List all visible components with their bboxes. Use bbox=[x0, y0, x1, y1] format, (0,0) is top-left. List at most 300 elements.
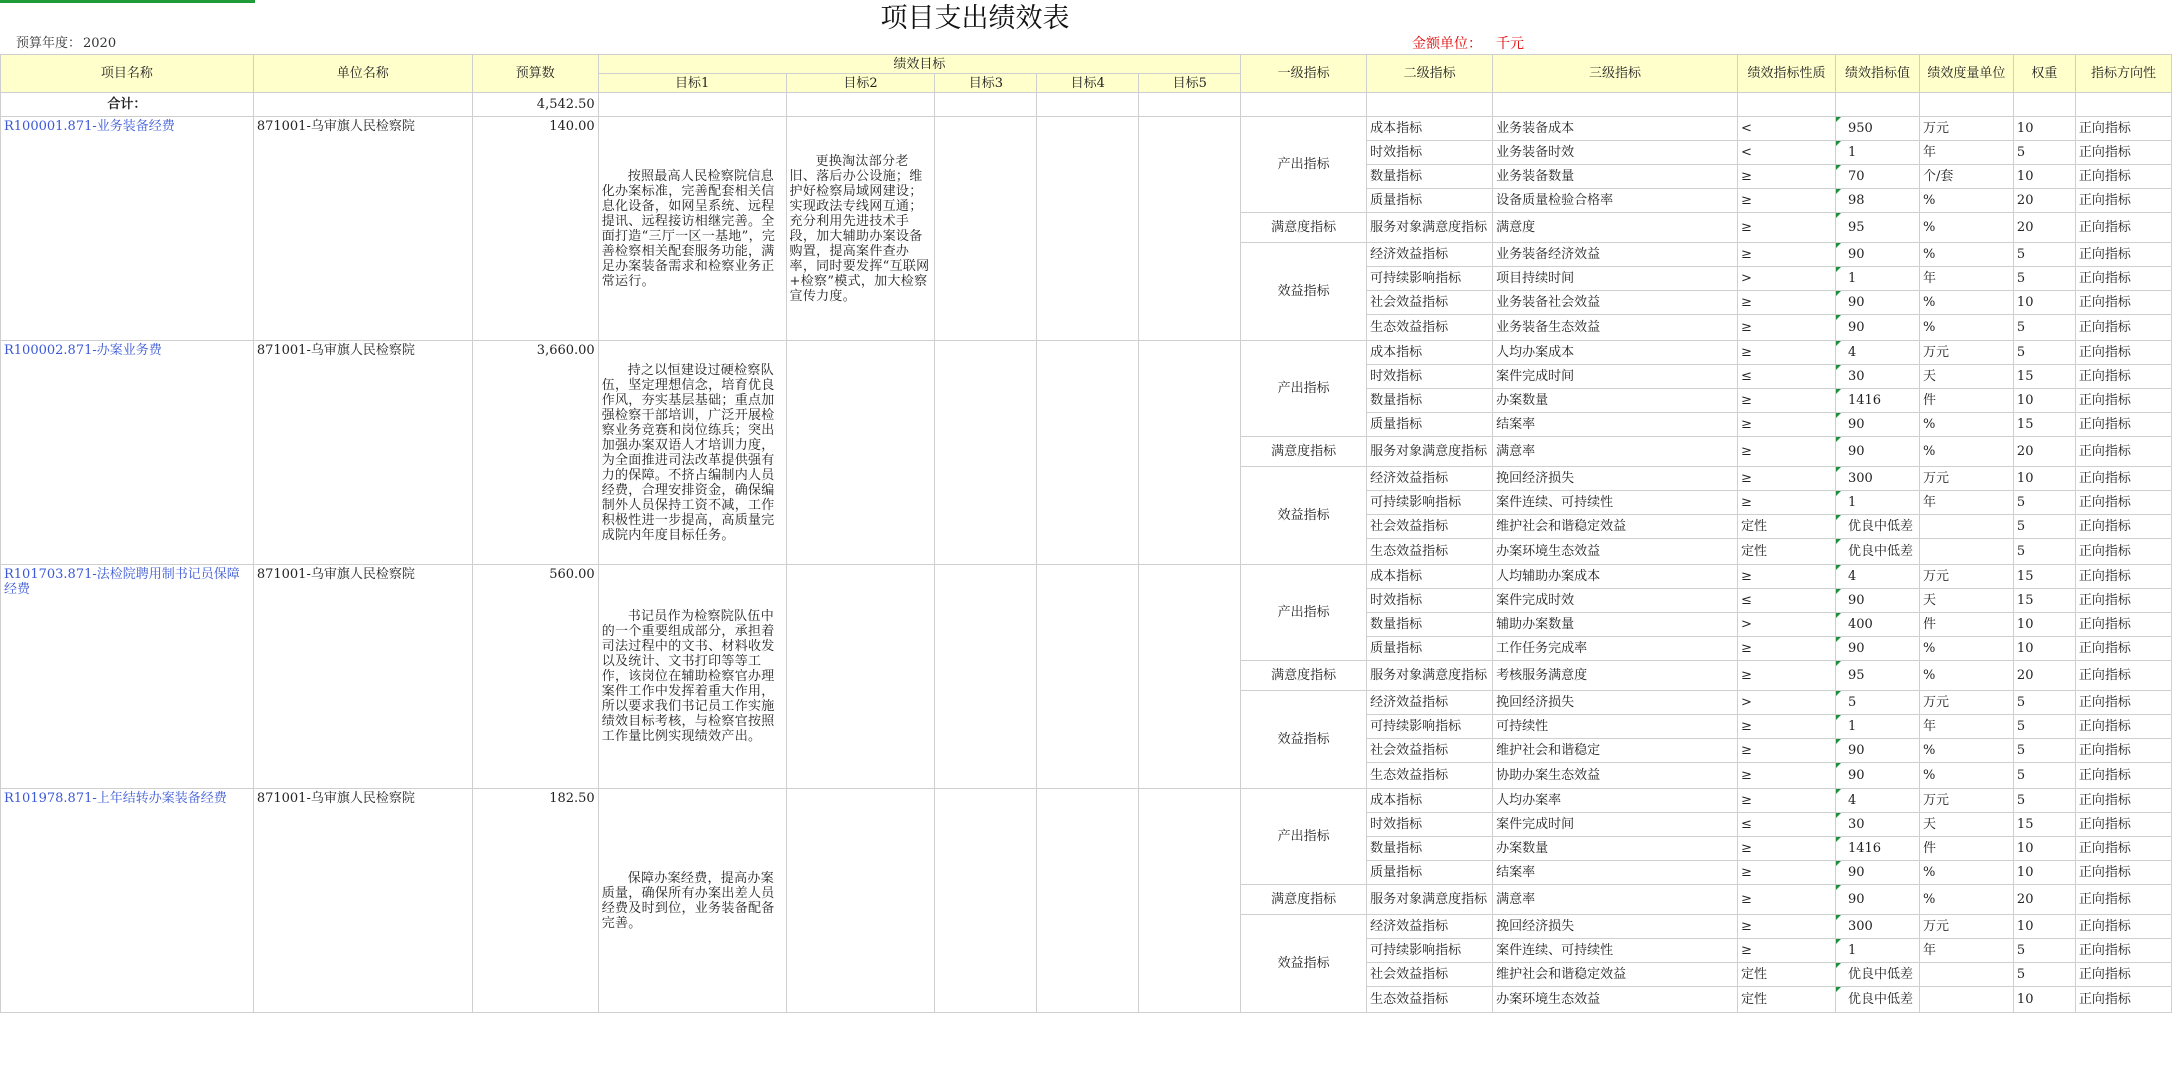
value-cell[interactable]: 98 bbox=[1835, 189, 1919, 213]
measure-unit-cell[interactable]: 万元 bbox=[1919, 341, 2013, 365]
level3-cell[interactable]: 业务装备经济效益 bbox=[1493, 243, 1738, 267]
direction-cell[interactable]: 正向指标 bbox=[2075, 915, 2171, 939]
nature-cell[interactable]: ≥ bbox=[1737, 861, 1835, 885]
level1-cell[interactable]: 满意度指标 bbox=[1241, 661, 1367, 691]
level2-cell[interactable]: 经济效益指标 bbox=[1367, 915, 1493, 939]
level3-cell[interactable]: 人均办案率 bbox=[1493, 789, 1738, 813]
value-cell[interactable]: 70 bbox=[1835, 165, 1919, 189]
nature-cell[interactable]: ≥ bbox=[1737, 939, 1835, 963]
level1-cell[interactable]: 效益指标 bbox=[1241, 915, 1367, 1013]
weight-cell[interactable]: 15 bbox=[2013, 813, 2075, 837]
level3-cell[interactable]: 案件连续、可持续性 bbox=[1493, 939, 1738, 963]
goal3-cell[interactable] bbox=[935, 565, 1037, 789]
weight-cell[interactable]: 5 bbox=[2013, 515, 2075, 539]
weight-cell[interactable]: 10 bbox=[2013, 861, 2075, 885]
level3-cell[interactable]: 结案率 bbox=[1493, 861, 1738, 885]
level2-cell[interactable]: 服务对象满意度指标 bbox=[1367, 437, 1493, 467]
nature-cell[interactable]: ≥ bbox=[1737, 315, 1835, 341]
cell[interactable] bbox=[1493, 93, 1738, 117]
nature-cell[interactable]: ≥ bbox=[1737, 413, 1835, 437]
value-cell[interactable]: 优良中低差 bbox=[1835, 515, 1919, 539]
direction-cell[interactable]: 正向指标 bbox=[2075, 987, 2171, 1013]
level2-cell[interactable]: 时效指标 bbox=[1367, 589, 1493, 613]
weight-cell[interactable]: 5 bbox=[2013, 141, 2075, 165]
weight-cell[interactable]: 5 bbox=[2013, 267, 2075, 291]
unit-name-cell[interactable]: 871001-乌审旗人民检察院 bbox=[253, 565, 472, 789]
weight-cell[interactable]: 10 bbox=[2013, 613, 2075, 637]
value-cell[interactable]: 90 bbox=[1835, 763, 1919, 789]
weight-cell[interactable]: 5 bbox=[2013, 789, 2075, 813]
nature-cell[interactable]: ≥ bbox=[1737, 915, 1835, 939]
goal4-cell[interactable] bbox=[1037, 341, 1139, 565]
nature-cell[interactable]: ≥ bbox=[1737, 763, 1835, 789]
budget-amount-cell[interactable]: 140.00 bbox=[472, 117, 598, 341]
weight-cell[interactable]: 5 bbox=[2013, 491, 2075, 515]
total-amount[interactable]: 4,542.50 bbox=[472, 93, 598, 117]
measure-unit-cell[interactable]: 件 bbox=[1919, 613, 2013, 637]
goal5-cell[interactable] bbox=[1139, 117, 1241, 341]
level3-cell[interactable]: 业务装备数量 bbox=[1493, 165, 1738, 189]
value-cell[interactable]: 90 bbox=[1835, 739, 1919, 763]
nature-cell[interactable]: ≥ bbox=[1737, 467, 1835, 491]
level2-cell[interactable]: 可持续影响指标 bbox=[1367, 715, 1493, 739]
nature-cell[interactable]: 定性 bbox=[1737, 539, 1835, 565]
weight-cell[interactable]: 10 bbox=[2013, 837, 2075, 861]
project-name-cell[interactable]: R100002.871-办案业务费 bbox=[1, 341, 254, 565]
nature-cell[interactable]: ≥ bbox=[1737, 837, 1835, 861]
level2-cell[interactable]: 成本指标 bbox=[1367, 117, 1493, 141]
unit-name-cell[interactable]: 871001-乌审旗人民检察院 bbox=[253, 341, 472, 565]
measure-unit-cell[interactable]: % bbox=[1919, 291, 2013, 315]
direction-cell[interactable]: 正向指标 bbox=[2075, 365, 2171, 389]
direction-cell[interactable]: 正向指标 bbox=[2075, 637, 2171, 661]
direction-cell[interactable]: 正向指标 bbox=[2075, 213, 2171, 243]
nature-cell[interactable]: 定性 bbox=[1737, 987, 1835, 1013]
direction-cell[interactable]: 正向指标 bbox=[2075, 565, 2171, 589]
measure-unit-cell[interactable]: % bbox=[1919, 763, 2013, 789]
measure-unit-cell[interactable]: 件 bbox=[1919, 389, 2013, 413]
value-cell[interactable]: 90 bbox=[1835, 437, 1919, 467]
level2-cell[interactable]: 成本指标 bbox=[1367, 565, 1493, 589]
direction-cell[interactable]: 正向指标 bbox=[2075, 491, 2171, 515]
level1-cell[interactable]: 产出指标 bbox=[1241, 341, 1367, 437]
level3-cell[interactable]: 挽回经济损失 bbox=[1493, 691, 1738, 715]
nature-cell[interactable]: ≥ bbox=[1737, 739, 1835, 763]
value-cell[interactable]: 90 bbox=[1835, 589, 1919, 613]
level1-cell[interactable]: 效益指标 bbox=[1241, 243, 1367, 341]
goal5-cell[interactable] bbox=[1139, 565, 1241, 789]
measure-unit-cell[interactable]: 个/套 bbox=[1919, 165, 2013, 189]
level3-cell[interactable]: 办案环境生态效益 bbox=[1493, 987, 1738, 1013]
weight-cell[interactable]: 5 bbox=[2013, 939, 2075, 963]
level2-cell[interactable]: 生态效益指标 bbox=[1367, 763, 1493, 789]
level3-cell[interactable]: 办案环境生态效益 bbox=[1493, 539, 1738, 565]
goal1-cell[interactable]: 书记员作为检察院队伍中的一个重要组成部分，承担着司法过程中的文书、材料收发以及统计、文书打印等等工作，该岗位在辅助检察官办理案件工作中发挥着重大作用，所以要求我们书记员工作实施绩效目标考核，与检察官按照工作量比例实现绩效产出。 bbox=[598, 565, 786, 789]
cell[interactable] bbox=[1835, 93, 1919, 117]
nature-cell[interactable]: 定性 bbox=[1737, 515, 1835, 539]
level2-cell[interactable]: 时效指标 bbox=[1367, 365, 1493, 389]
direction-cell[interactable]: 正向指标 bbox=[2075, 661, 2171, 691]
level1-cell[interactable]: 产出指标 bbox=[1241, 117, 1367, 213]
weight-cell[interactable]: 10 bbox=[2013, 117, 2075, 141]
value-cell[interactable]: 30 bbox=[1835, 813, 1919, 837]
level1-cell[interactable]: 满意度指标 bbox=[1241, 213, 1367, 243]
nature-cell[interactable]: < bbox=[1737, 141, 1835, 165]
direction-cell[interactable]: 正向指标 bbox=[2075, 243, 2171, 267]
level2-cell[interactable]: 质量指标 bbox=[1367, 413, 1493, 437]
level3-cell[interactable]: 办案数量 bbox=[1493, 837, 1738, 861]
level3-cell[interactable]: 设备质量检验合格率 bbox=[1493, 189, 1738, 213]
level3-cell[interactable]: 业务装备成本 bbox=[1493, 117, 1738, 141]
measure-unit-cell[interactable]: % bbox=[1919, 413, 2013, 437]
nature-cell[interactable]: < bbox=[1737, 117, 1835, 141]
level3-cell[interactable]: 维护社会和谐稳定效益 bbox=[1493, 963, 1738, 987]
value-cell[interactable]: 4 bbox=[1835, 565, 1919, 589]
nature-cell[interactable]: ≥ bbox=[1737, 789, 1835, 813]
direction-cell[interactable]: 正向指标 bbox=[2075, 341, 2171, 365]
value-cell[interactable]: 90 bbox=[1835, 315, 1919, 341]
direction-cell[interactable]: 正向指标 bbox=[2075, 117, 2171, 141]
measure-unit-cell[interactable]: % bbox=[1919, 189, 2013, 213]
level2-cell[interactable]: 时效指标 bbox=[1367, 141, 1493, 165]
weight-cell[interactable]: 15 bbox=[2013, 413, 2075, 437]
level3-cell[interactable]: 满意率 bbox=[1493, 885, 1738, 915]
level3-cell[interactable]: 案件完成时间 bbox=[1493, 365, 1738, 389]
goal5-cell[interactable] bbox=[1139, 341, 1241, 565]
direction-cell[interactable]: 正向指标 bbox=[2075, 515, 2171, 539]
direction-cell[interactable]: 正向指标 bbox=[2075, 437, 2171, 467]
level2-cell[interactable]: 服务对象满意度指标 bbox=[1367, 885, 1493, 915]
level3-cell[interactable]: 考核服务满意度 bbox=[1493, 661, 1738, 691]
level1-cell[interactable]: 产出指标 bbox=[1241, 565, 1367, 661]
nature-cell[interactable]: ≤ bbox=[1737, 589, 1835, 613]
level2-cell[interactable]: 社会效益指标 bbox=[1367, 291, 1493, 315]
level3-cell[interactable]: 工作任务完成率 bbox=[1493, 637, 1738, 661]
value-cell[interactable]: 1416 bbox=[1835, 837, 1919, 861]
project-name-cell[interactable]: R101703.871-法检院聘用制书记员保障经费 bbox=[1, 565, 254, 789]
cell[interactable] bbox=[1241, 93, 1367, 117]
level2-cell[interactable]: 数量指标 bbox=[1367, 613, 1493, 637]
nature-cell[interactable]: ≥ bbox=[1737, 437, 1835, 467]
level2-cell[interactable]: 生态效益指标 bbox=[1367, 987, 1493, 1013]
level2-cell[interactable]: 社会效益指标 bbox=[1367, 963, 1493, 987]
direction-cell[interactable]: 正向指标 bbox=[2075, 267, 2171, 291]
goal2-cell[interactable] bbox=[786, 789, 935, 1013]
level3-cell[interactable]: 业务装备生态效益 bbox=[1493, 315, 1738, 341]
level3-cell[interactable]: 人均办案成本 bbox=[1493, 341, 1738, 365]
level3-cell[interactable]: 挽回经济损失 bbox=[1493, 467, 1738, 491]
cell[interactable] bbox=[598, 93, 786, 117]
goal4-cell[interactable] bbox=[1037, 565, 1139, 789]
value-cell[interactable]: 95 bbox=[1835, 213, 1919, 243]
level3-cell[interactable]: 结案率 bbox=[1493, 413, 1738, 437]
level2-cell[interactable]: 可持续影响指标 bbox=[1367, 939, 1493, 963]
direction-cell[interactable]: 正向指标 bbox=[2075, 885, 2171, 915]
value-cell[interactable]: 1 bbox=[1835, 491, 1919, 515]
nature-cell[interactable]: > bbox=[1737, 267, 1835, 291]
level1-cell[interactable]: 产出指标 bbox=[1241, 789, 1367, 885]
level3-cell[interactable]: 业务装备时效 bbox=[1493, 141, 1738, 165]
measure-unit-cell[interactable]: 年 bbox=[1919, 267, 2013, 291]
cell[interactable] bbox=[1919, 93, 2013, 117]
level3-cell[interactable]: 维护社会和谐稳定 bbox=[1493, 739, 1738, 763]
nature-cell[interactable]: ≤ bbox=[1737, 813, 1835, 837]
value-cell[interactable]: 4 bbox=[1835, 341, 1919, 365]
value-cell[interactable]: 30 bbox=[1835, 365, 1919, 389]
value-cell[interactable]: 5 bbox=[1835, 691, 1919, 715]
weight-cell[interactable]: 10 bbox=[2013, 987, 2075, 1013]
unit-name-cell[interactable]: 871001-乌审旗人民检察院 bbox=[253, 117, 472, 341]
level2-cell[interactable]: 可持续影响指标 bbox=[1367, 267, 1493, 291]
direction-cell[interactable]: 正向指标 bbox=[2075, 963, 2171, 987]
direction-cell[interactable]: 正向指标 bbox=[2075, 539, 2171, 565]
direction-cell[interactable]: 正向指标 bbox=[2075, 413, 2171, 437]
measure-unit-cell[interactable] bbox=[1919, 987, 2013, 1013]
direction-cell[interactable]: 正向指标 bbox=[2075, 739, 2171, 763]
level3-cell[interactable]: 项目持续时间 bbox=[1493, 267, 1738, 291]
level2-cell[interactable]: 质量指标 bbox=[1367, 189, 1493, 213]
unit-name-cell[interactable]: 871001-乌审旗人民检察院 bbox=[253, 789, 472, 1013]
level2-cell[interactable]: 经济效益指标 bbox=[1367, 691, 1493, 715]
nature-cell[interactable]: ≥ bbox=[1737, 637, 1835, 661]
level2-cell[interactable]: 时效指标 bbox=[1367, 813, 1493, 837]
level2-cell[interactable]: 质量指标 bbox=[1367, 637, 1493, 661]
nature-cell[interactable]: ≥ bbox=[1737, 165, 1835, 189]
weight-cell[interactable]: 5 bbox=[2013, 715, 2075, 739]
level2-cell[interactable]: 数量指标 bbox=[1367, 389, 1493, 413]
measure-unit-cell[interactable]: 天 bbox=[1919, 589, 2013, 613]
measure-unit-cell[interactable]: 万元 bbox=[1919, 117, 2013, 141]
measure-unit-cell[interactable]: 年 bbox=[1919, 715, 2013, 739]
level2-cell[interactable]: 成本指标 bbox=[1367, 341, 1493, 365]
measure-unit-cell[interactable]: 天 bbox=[1919, 813, 2013, 837]
direction-cell[interactable]: 正向指标 bbox=[2075, 813, 2171, 837]
level3-cell[interactable]: 办案数量 bbox=[1493, 389, 1738, 413]
measure-unit-cell[interactable]: 万元 bbox=[1919, 467, 2013, 491]
direction-cell[interactable]: 正向指标 bbox=[2075, 291, 2171, 315]
measure-unit-cell[interactable]: % bbox=[1919, 637, 2013, 661]
measure-unit-cell[interactable]: 万元 bbox=[1919, 789, 2013, 813]
direction-cell[interactable]: 正向指标 bbox=[2075, 141, 2171, 165]
level3-cell[interactable]: 可持续性 bbox=[1493, 715, 1738, 739]
measure-unit-cell[interactable]: % bbox=[1919, 243, 2013, 267]
level1-cell[interactable]: 满意度指标 bbox=[1241, 437, 1367, 467]
weight-cell[interactable]: 10 bbox=[2013, 389, 2075, 413]
value-cell[interactable]: 1 bbox=[1835, 267, 1919, 291]
goal4-cell[interactable] bbox=[1037, 789, 1139, 1013]
nature-cell[interactable]: > bbox=[1737, 691, 1835, 715]
nature-cell[interactable]: ≥ bbox=[1737, 491, 1835, 515]
direction-cell[interactable]: 正向指标 bbox=[2075, 691, 2171, 715]
weight-cell[interactable]: 20 bbox=[2013, 661, 2075, 691]
cell[interactable] bbox=[1367, 93, 1493, 117]
value-cell[interactable]: 优良中低差 bbox=[1835, 963, 1919, 987]
measure-unit-cell[interactable] bbox=[1919, 539, 2013, 565]
total-label[interactable]: 合计： bbox=[1, 93, 254, 117]
cell[interactable] bbox=[935, 93, 1037, 117]
direction-cell[interactable]: 正向指标 bbox=[2075, 389, 2171, 413]
value-cell[interactable]: 90 bbox=[1835, 637, 1919, 661]
goal4-cell[interactable] bbox=[1037, 117, 1139, 341]
nature-cell[interactable]: > bbox=[1737, 613, 1835, 637]
weight-cell[interactable]: 15 bbox=[2013, 589, 2075, 613]
cell[interactable] bbox=[2075, 93, 2171, 117]
level2-cell[interactable]: 社会效益指标 bbox=[1367, 515, 1493, 539]
weight-cell[interactable]: 5 bbox=[2013, 691, 2075, 715]
level2-cell[interactable]: 经济效益指标 bbox=[1367, 243, 1493, 267]
level3-cell[interactable]: 辅助办案数量 bbox=[1493, 613, 1738, 637]
cell[interactable] bbox=[786, 93, 935, 117]
budget-amount-cell[interactable]: 182.50 bbox=[472, 789, 598, 1013]
value-cell[interactable]: 950 bbox=[1835, 117, 1919, 141]
budget-amount-cell[interactable]: 560.00 bbox=[472, 565, 598, 789]
measure-unit-cell[interactable]: 件 bbox=[1919, 837, 2013, 861]
weight-cell[interactable]: 5 bbox=[2013, 315, 2075, 341]
cell[interactable] bbox=[1139, 93, 1241, 117]
nature-cell[interactable]: ≥ bbox=[1737, 189, 1835, 213]
goal2-cell[interactable]: 更换淘汰部分老旧、落后办公设施；维护好检察局域网建设；实现政法专线网互通；充分利用先进技术手段，加大辅助办案设备购置，提高案件查办率，同时要发挥“互联网+检察”模式，加大检察宣传力度。 bbox=[786, 117, 935, 341]
nature-cell[interactable]: ≥ bbox=[1737, 243, 1835, 267]
direction-cell[interactable]: 正向指标 bbox=[2075, 837, 2171, 861]
measure-unit-cell[interactable]: % bbox=[1919, 437, 2013, 467]
cell[interactable] bbox=[253, 93, 472, 117]
weight-cell[interactable]: 20 bbox=[2013, 189, 2075, 213]
goal5-cell[interactable] bbox=[1139, 789, 1241, 1013]
level2-cell[interactable]: 经济效益指标 bbox=[1367, 467, 1493, 491]
measure-unit-cell[interactable]: 天 bbox=[1919, 365, 2013, 389]
value-cell[interactable]: 1 bbox=[1835, 715, 1919, 739]
measure-unit-cell[interactable]: % bbox=[1919, 661, 2013, 691]
weight-cell[interactable]: 5 bbox=[2013, 763, 2075, 789]
measure-unit-cell[interactable]: 年 bbox=[1919, 141, 2013, 165]
value-cell[interactable]: 1 bbox=[1835, 141, 1919, 165]
direction-cell[interactable]: 正向指标 bbox=[2075, 763, 2171, 789]
value-cell[interactable]: 300 bbox=[1835, 915, 1919, 939]
measure-unit-cell[interactable]: % bbox=[1919, 885, 2013, 915]
goal1-cell[interactable]: 保障办案经费，提高办案质量，确保所有办案出差人员经费及时到位，业务装备配备完善。 bbox=[598, 789, 786, 1013]
level2-cell[interactable]: 生态效益指标 bbox=[1367, 315, 1493, 341]
nature-cell[interactable]: ≥ bbox=[1737, 389, 1835, 413]
value-cell[interactable]: 1 bbox=[1835, 939, 1919, 963]
nature-cell[interactable]: ≥ bbox=[1737, 885, 1835, 915]
goal2-cell[interactable] bbox=[786, 565, 935, 789]
direction-cell[interactable]: 正向指标 bbox=[2075, 315, 2171, 341]
measure-unit-cell[interactable]: % bbox=[1919, 213, 2013, 243]
level2-cell[interactable]: 服务对象满意度指标 bbox=[1367, 661, 1493, 691]
level3-cell[interactable]: 挽回经济损失 bbox=[1493, 915, 1738, 939]
direction-cell[interactable]: 正向指标 bbox=[2075, 589, 2171, 613]
measure-unit-cell[interactable]: 万元 bbox=[1919, 915, 2013, 939]
goal3-cell[interactable] bbox=[935, 341, 1037, 565]
direction-cell[interactable]: 正向指标 bbox=[2075, 789, 2171, 813]
level1-cell[interactable]: 效益指标 bbox=[1241, 691, 1367, 789]
cell[interactable] bbox=[1737, 93, 1835, 117]
measure-unit-cell[interactable]: 万元 bbox=[1919, 565, 2013, 589]
direction-cell[interactable]: 正向指标 bbox=[2075, 613, 2171, 637]
weight-cell[interactable]: 10 bbox=[2013, 915, 2075, 939]
measure-unit-cell[interactable]: 年 bbox=[1919, 939, 2013, 963]
value-cell[interactable]: 400 bbox=[1835, 613, 1919, 637]
value-cell[interactable]: 4 bbox=[1835, 789, 1919, 813]
weight-cell[interactable]: 10 bbox=[2013, 637, 2075, 661]
weight-cell[interactable]: 10 bbox=[2013, 165, 2075, 189]
goal3-cell[interactable] bbox=[935, 117, 1037, 341]
measure-unit-cell[interactable]: % bbox=[1919, 739, 2013, 763]
goal1-cell[interactable]: 按照最高人民检察院信息化办案标准，完善配套相关信息化设备，如网呈系统、远程提讯、远程接访相继完善。全面打造“三厅一区一基地”，完善检察相关配套服务功能，满足办案装备需求和检察业务正常运行。 bbox=[598, 117, 786, 341]
weight-cell[interactable]: 20 bbox=[2013, 213, 2075, 243]
weight-cell[interactable]: 5 bbox=[2013, 539, 2075, 565]
level2-cell[interactable]: 生态效益指标 bbox=[1367, 539, 1493, 565]
value-cell[interactable]: 优良中低差 bbox=[1835, 987, 1919, 1013]
direction-cell[interactable]: 正向指标 bbox=[2075, 939, 2171, 963]
weight-cell[interactable]: 20 bbox=[2013, 885, 2075, 915]
budget-amount-cell[interactable]: 3,660.00 bbox=[472, 341, 598, 565]
weight-cell[interactable]: 15 bbox=[2013, 565, 2075, 589]
level2-cell[interactable]: 数量指标 bbox=[1367, 165, 1493, 189]
weight-cell[interactable]: 5 bbox=[2013, 963, 2075, 987]
goal1-cell[interactable]: 持之以恒建设过硬检察队伍，坚定理想信念，培育优良作风，夯实基层基础；重点加强检察干部培训，广泛开展检察业务竞赛和岗位练兵；突出加强办案双语人才培训力度，为全面推进司法改革提供强有力的保障。不挤占编制内人员经费，合理安排资金，确保编制外人员保持工资不减，工作积极性进一步提高，高质量完成院内年度目标任务。 bbox=[598, 341, 786, 565]
measure-unit-cell[interactable]: % bbox=[1919, 861, 2013, 885]
value-cell[interactable]: 90 bbox=[1835, 243, 1919, 267]
level3-cell[interactable]: 案件完成时间 bbox=[1493, 813, 1738, 837]
measure-unit-cell[interactable]: % bbox=[1919, 315, 2013, 341]
nature-cell[interactable]: ≥ bbox=[1737, 291, 1835, 315]
level2-cell[interactable]: 服务对象满意度指标 bbox=[1367, 213, 1493, 243]
level2-cell[interactable]: 数量指标 bbox=[1367, 837, 1493, 861]
level3-cell[interactable]: 人均辅助办案成本 bbox=[1493, 565, 1738, 589]
measure-unit-cell[interactable]: 年 bbox=[1919, 491, 2013, 515]
measure-unit-cell[interactable]: 万元 bbox=[1919, 691, 2013, 715]
level3-cell[interactable]: 案件连续、可持续性 bbox=[1493, 491, 1738, 515]
value-cell[interactable]: 95 bbox=[1835, 661, 1919, 691]
level2-cell[interactable]: 成本指标 bbox=[1367, 789, 1493, 813]
value-cell[interactable]: 90 bbox=[1835, 291, 1919, 315]
goal3-cell[interactable] bbox=[935, 789, 1037, 1013]
nature-cell[interactable]: ≥ bbox=[1737, 715, 1835, 739]
weight-cell[interactable]: 20 bbox=[2013, 437, 2075, 467]
direction-cell[interactable]: 正向指标 bbox=[2075, 467, 2171, 491]
weight-cell[interactable]: 5 bbox=[2013, 341, 2075, 365]
level3-cell[interactable]: 满意度 bbox=[1493, 213, 1738, 243]
cell[interactable] bbox=[1037, 93, 1139, 117]
weight-cell[interactable]: 5 bbox=[2013, 739, 2075, 763]
level3-cell[interactable]: 协助办案生态效益 bbox=[1493, 763, 1738, 789]
direction-cell[interactable]: 正向指标 bbox=[2075, 861, 2171, 885]
weight-cell[interactable]: 10 bbox=[2013, 467, 2075, 491]
direction-cell[interactable]: 正向指标 bbox=[2075, 715, 2171, 739]
value-cell[interactable]: 90 bbox=[1835, 861, 1919, 885]
measure-unit-cell[interactable] bbox=[1919, 963, 2013, 987]
value-cell[interactable]: 90 bbox=[1835, 885, 1919, 915]
level1-cell[interactable]: 效益指标 bbox=[1241, 467, 1367, 565]
nature-cell[interactable]: ≥ bbox=[1737, 661, 1835, 691]
nature-cell[interactable]: 定性 bbox=[1737, 963, 1835, 987]
value-cell[interactable]: 1416 bbox=[1835, 389, 1919, 413]
level3-cell[interactable]: 案件完成时效 bbox=[1493, 589, 1738, 613]
level3-cell[interactable]: 业务装备社会效益 bbox=[1493, 291, 1738, 315]
level2-cell[interactable]: 质量指标 bbox=[1367, 861, 1493, 885]
weight-cell[interactable]: 10 bbox=[2013, 291, 2075, 315]
direction-cell[interactable]: 正向指标 bbox=[2075, 165, 2171, 189]
value-cell[interactable]: 300 bbox=[1835, 467, 1919, 491]
nature-cell[interactable]: ≥ bbox=[1737, 213, 1835, 243]
level2-cell[interactable]: 可持续影响指标 bbox=[1367, 491, 1493, 515]
level1-cell[interactable]: 满意度指标 bbox=[1241, 885, 1367, 915]
weight-cell[interactable]: 5 bbox=[2013, 243, 2075, 267]
cell[interactable] bbox=[2013, 93, 2075, 117]
nature-cell[interactable]: ≥ bbox=[1737, 565, 1835, 589]
project-name-cell[interactable]: R101978.871-上年结转办案装备经费 bbox=[1, 789, 254, 1013]
